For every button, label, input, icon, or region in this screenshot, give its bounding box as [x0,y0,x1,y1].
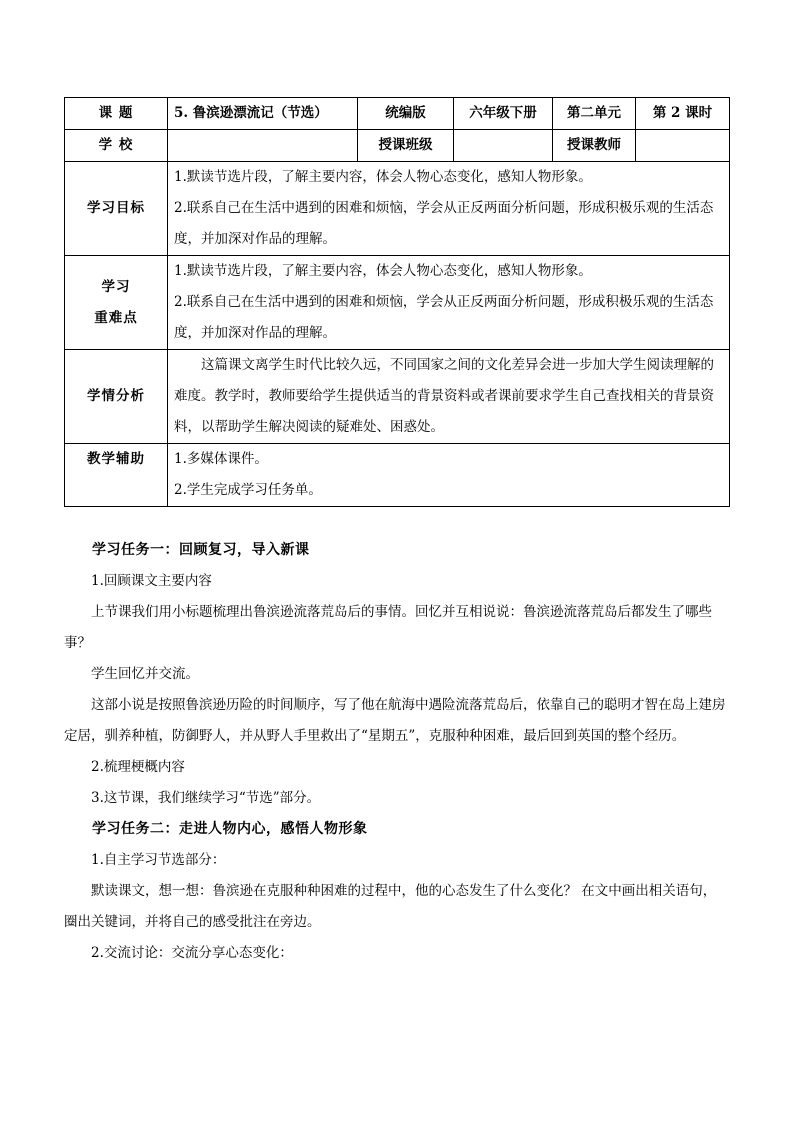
goal-item-2: 2.联系自己在生活中遇到的困难和烦恼，学会从正反两面分析问题，形成积极乐观的生活态度，并加深对作品的理解。 [174,200,714,247]
aids-label: 教学辅助 [65,444,168,507]
analysis-content [168,350,730,444]
task2-paragraph-1: 默读课文，想一想：鲁滨逊在克服种种困难的过程中，他的心态发生了什么变化？ 在文中画出相关语句，圈出关键词，并将自己的感受批注在旁边。 [64,883,717,930]
task1-heading: 学习任务一：回顾复习，导入新课 [92,542,310,558]
lesson-row-topic [65,98,730,130]
aids-content [168,444,730,507]
key-points-label-line1: 学习 [101,278,131,295]
analysis-row [65,350,730,444]
task1-item-1: 1.回顾课文主要内容 [91,573,212,589]
unit: 第二单元 [553,98,636,130]
goals-content [168,162,730,256]
lesson-row-school [65,130,730,162]
class-value [454,130,553,162]
grade: 六年级下册 [454,98,553,130]
key-points-label-line2: 重难点 [94,309,138,326]
task1-item-3: 3.这节课，我们继续学习“节选”部分。 [91,790,321,806]
aids-row [65,444,730,507]
school-label: 学 校 [65,130,168,162]
analysis-label: 学情分析 [65,350,168,444]
aid-item-2: 2.学生完成学习任务单。 [174,482,322,498]
edition: 统编版 [358,98,454,130]
lesson-info-table [64,97,730,507]
teacher-label: 授课教师 [553,130,636,162]
key-points-content [168,256,730,350]
aid-item-1: 1.多媒体课件。 [174,451,268,467]
key-points-label [65,256,168,350]
topic-label: 课 题 [65,98,168,130]
key-point-item-1: 1.默读节选片段，了解主要内容，体会人物心态变化，感知人物形象。 [174,263,592,279]
goal-item-1: 1.默读节选片段，了解主要内容，体会人物心态变化，感知人物形象。 [174,169,592,185]
lesson-body [64,535,729,969]
goals-label: 学习目标 [65,162,168,256]
task2-item-2: 2.交流讨论：交流分享心态变化： [91,945,293,961]
key-points-row [65,256,730,350]
teacher-value [636,130,730,162]
task1-paragraph-1: 上节课我们用小标题梳理出鲁滨逊流落荒岛后的事情。回忆并互相说说：鲁滨逊流落荒岛后都发生了哪些事？ [64,604,712,651]
key-point-item-2: 2.联系自己在生活中遇到的困难和烦恼，学会从正反两面分析问题，形成积极乐观的生活态度，并加深对作品的理解。 [174,294,714,341]
school-value [168,130,358,162]
task1-item-2: 2.梳理梗概内容 [91,759,185,775]
task1-paragraph-3: 这部小说是按照鲁滨逊历险的时间顺序，写了他在航海中遇险流落荒岛后，依靠自己的聪明才智在岛上建房定居，驯养种植，防御野人，并从野人手里救出了“星期五”，克服种种困难，最后回到英国的整个经历。 [64,697,726,744]
task2-heading: 学习任务二：走进人物内心，感悟人物形象 [92,821,368,837]
task2-item-1: 1.自主学习节选部分： [91,852,226,868]
goals-row [65,162,730,256]
task1-paragraph-2: 学生回忆并交流。 [91,666,199,682]
class-label: 授课班级 [358,130,454,162]
period: 第 2 课时 [636,98,730,130]
analysis-text: 这篇课文离学生时代比较久远，不同国家之间的文化差异会进一步加大学生阅读理解的难度。教学时，教师要给学生提供适当的背景资料或者课前要求学生自己查找相关的背景资料，以帮助学生解决阅读的疑难处、困惑处。 [174,357,714,435]
lesson-title: 5. 鲁滨逊漂流记（节选） [168,98,358,130]
